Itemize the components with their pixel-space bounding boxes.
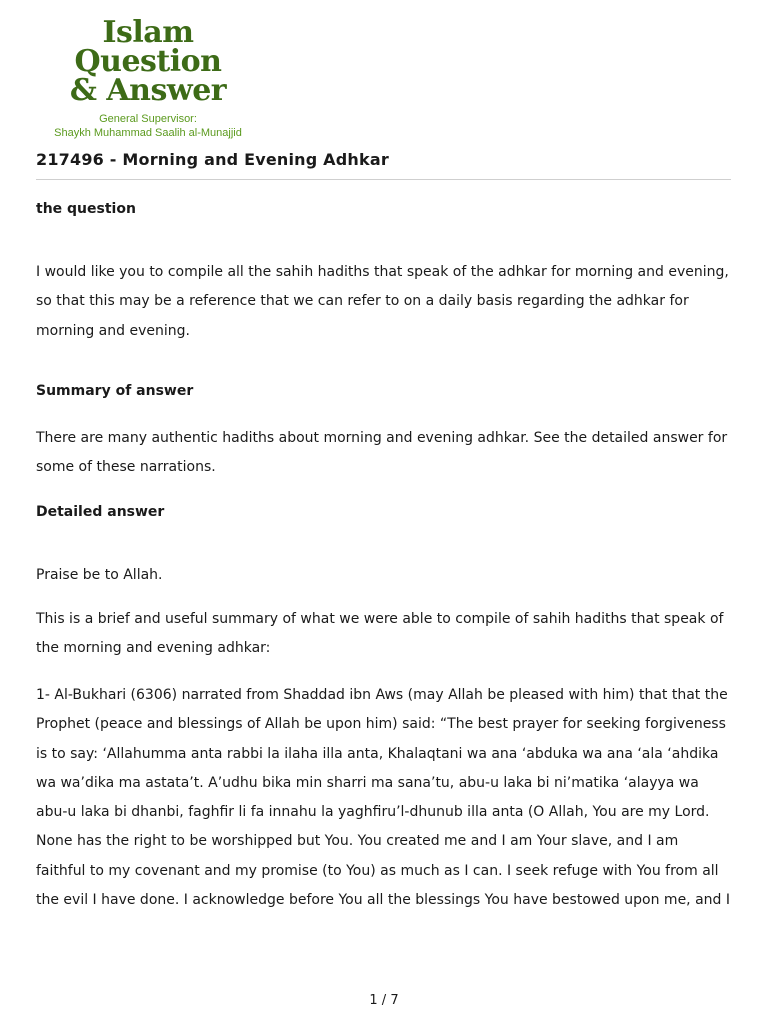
- summary-line: There are many authentic hadiths about morning and evening adhkar. See the detailed answer for: [36, 430, 728, 446]
- logo-supervisor-label: General Supervisor:: [99, 113, 197, 125]
- page-title: 217496 - Morning and Evening Adhkar: [36, 150, 389, 169]
- logo-title-line-2: & Answer: [69, 73, 227, 108]
- hadith-item-1: [36, 681, 736, 915]
- hadith-line: the evil I have done. I acknowledge before You all the blessings You have bestowed upon me, and I: [36, 892, 731, 909]
- question-line: so that this may be a reference that we can refer to on a daily basis regarding the adhkar for: [36, 293, 689, 310]
- intro-paragraph: [36, 605, 736, 664]
- intro-line: the morning and evening adhkar:: [36, 640, 271, 657]
- question-line: morning and evening.: [36, 322, 190, 339]
- site-logo: [28, 15, 268, 141]
- hadith-line: faithful to my covenant and my promise (to You) as much as I can. I seek refuge with You from all: [36, 862, 719, 879]
- hadith-line: wa wa’dika ma astata’t. A’udhu bika min sharri ma sana’tu, abu-u laka bi ni’matika ‘alayya wa: [36, 774, 699, 791]
- praise-paragraph: [36, 561, 736, 590]
- hadith-line: abu-u laka bi dhanbi, faghfir li fa innahu la yaghfiru’l-dhunub illa anta (O Allah, You are my Lord.: [36, 804, 710, 821]
- hadith-line: is to say: ‘Allahumma anta rabbi la ilaha illa anta, Khalaqtani wa ana ‘abduka wa ana ‘ala ‘ahdika: [36, 745, 719, 762]
- intro-line: This is a brief and useful summary of what we were able to compile of sahih hadiths that speak of: [36, 611, 724, 627]
- praise-line: Praise be to Allah.: [36, 567, 163, 583]
- summary-line: some of these narrations.: [36, 459, 216, 476]
- detailed-answer-heading: Detailed answer: [36, 504, 165, 520]
- hadith-line: 1- Al-Bukhari (6306) narrated from Shaddad ibn Aws (may Allah be pleased with him) that that the: [36, 687, 728, 703]
- title-divider: [36, 179, 731, 180]
- hadith-line: None has the right to be worshipped but You. You created me and I am Your slave, and I am: [36, 833, 679, 850]
- summary-heading: Summary of answer: [36, 383, 194, 399]
- page-number: 1 / 7: [369, 993, 399, 1008]
- question-line: I would like you to compile all the sahih hadiths that speak of the adhkar for morning and evening,: [36, 264, 729, 280]
- question-paragraph: [36, 258, 736, 346]
- logo-title: [28, 15, 268, 108]
- hadith-line: Prophet (peace and blessings of Allah be upon him) said: “The best prayer for seeking forgiveness: [36, 716, 726, 733]
- logo-title-line-1: Islam Question: [74, 15, 222, 79]
- question-heading: the question: [36, 201, 136, 217]
- summary-paragraph: [36, 424, 736, 483]
- logo-supervisor-name: Shaykh Muhammad Saalih al-Munajjid: [54, 127, 242, 139]
